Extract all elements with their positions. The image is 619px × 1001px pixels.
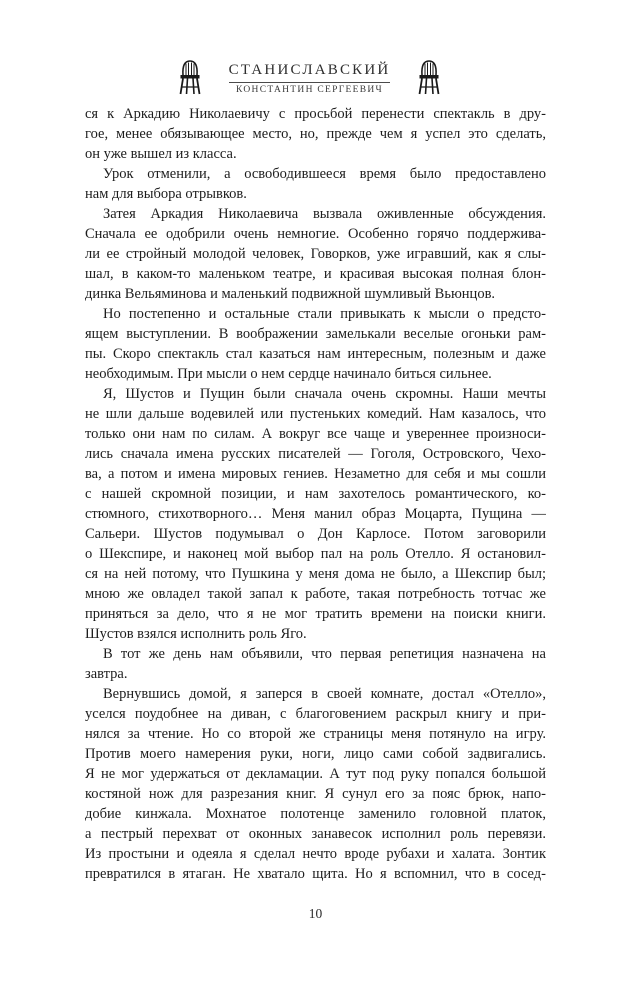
text-line: Я, Шустов и Пущин были сначала очень скромны. Наши мечты	[103, 386, 546, 402]
text-line: ли ее стройный молодой человек, Говорков, уже игравший, как я слы-	[85, 246, 546, 262]
text-line: костяной нож для разрезания книг. Я сунул его за пояс брюк, напо-	[85, 786, 546, 802]
text-line: превратился в ятаган. Не хватало щита. Но я вспомнил, что в сосед-	[85, 866, 546, 882]
text-block	[85, 104, 546, 884]
text-line: гое, менее обязывающее место, но, прежде чем я успел это сделать,	[85, 126, 546, 142]
text-line: Из простыни и одеяла я сделал нечто вроде рубахи и халата. Зонтик	[85, 846, 546, 862]
paragraph	[85, 644, 546, 684]
text-line: лись сначала имена русских писателей — Гоголя, Островского, Чехо-	[85, 446, 546, 462]
text-line: о Шекспире, и наконец мой выбор пал на роль Отелло. Я остановил-	[85, 546, 546, 562]
text-line: Шустов взялся исполнить роль Яго.	[85, 626, 307, 642]
header-rule	[229, 82, 391, 83]
text-line: мною же овладел такой запал к работе, такая потребность тотчас же	[85, 586, 546, 602]
text-line: только они нам по силам. А вокруг все чаще и увереннее произноси-	[85, 426, 546, 442]
text-line: Затея Аркадия Николаевича вызвала оживленные обсуждения.	[103, 206, 546, 222]
text-line: Урок отменили, а освободившееся время было предоставлено	[103, 166, 546, 182]
text-line: шал, в каком-то маленьком театре, и красивая высокая полная блон-	[85, 266, 546, 282]
text-line: нам для выбора отрывков.	[85, 186, 247, 202]
text-line: пы. Скоро спектакль стал казаться нам интересным, полезным и даже	[85, 346, 546, 362]
text-line: он уже вышел из класса.	[85, 146, 237, 162]
text-line: Сначала ее одобрили очень немногие. Особенно горячо поддержива-	[85, 226, 546, 242]
text-line: приняться за дело, что я не мог тратить времени на поиски книги.	[85, 606, 546, 622]
paragraph	[85, 164, 546, 204]
text-line: динка Вельяминова и маленький подвижной шумливый Вьюнцов.	[85, 286, 496, 302]
text-line: уселся поудобнее на диван, с благоговением раскрыл книгу и при-	[85, 706, 546, 722]
author-name-patronymic: КОНСТАНТИН СЕРГЕЕВИЧ	[236, 84, 383, 95]
chair-icon	[177, 58, 203, 98]
paragraph	[85, 204, 546, 304]
text-line: а пестрый перехват от оконных занавесок исполнил роль перевязи.	[85, 826, 546, 842]
text-line: завтра.	[85, 666, 128, 682]
paragraph	[85, 684, 546, 884]
page-number: 10	[308, 906, 323, 921]
text-line: нялся за чтение. Но со второй же страницы меня потянуло на игру.	[85, 726, 546, 742]
text-line: ва, а потом и имена мировых гениев. Незаметно для себя и мы сошли	[85, 466, 546, 482]
text-line: В тот же день нам объявили, что первая репетиция назначена на	[103, 646, 546, 662]
book-title-block	[229, 62, 391, 95]
text-line: необходимым. При мысли о нем сердце начинало биться сильнее.	[85, 366, 492, 382]
text-line: стюмного, стихотворного… Меня манил образ Моцарта, Пущина —	[85, 506, 546, 522]
paragraph	[85, 104, 546, 164]
text-line: ся на ней потому, что Пушкина у меня дома не было, а Шекспир был;	[85, 566, 546, 582]
text-line: Против моего намерения руки, ноги, лицо сами собой задвигались.	[85, 746, 546, 762]
paragraph	[85, 384, 546, 644]
text-line: Я не мог удержаться от декламации. А тут под руку попался большой	[85, 766, 546, 782]
chair-icon	[416, 58, 442, 98]
text-line: Сальери. Шустов подумывал о Дон Карлосе. Потом заговорили	[85, 526, 546, 542]
paragraph	[85, 304, 546, 384]
page-header	[0, 58, 619, 98]
text-line: добие кинжала. Мохнатое полотенце заменило головной платок,	[85, 806, 546, 822]
text-line: Вернувшись домой, я заперся в своей комнате, достал «Отелло»,	[103, 686, 546, 702]
text-line: Но постепенно и остальные стали привыкать к мысли о предсто-	[103, 306, 546, 322]
text-line: ся к Аркадию Николаевичу с просьбой перенести спектакль в дру-	[85, 106, 546, 122]
text-line: с нашей скромной позиции, и нам захотелось романтического, ко-	[85, 486, 546, 502]
author-surname: СТАНИСЛАВСКИЙ	[228, 61, 391, 78]
text-line: ящем выступлении. В воображении замелькали веселые огоньки рам-	[85, 326, 546, 342]
text-line: не шли дальше водевилей или пустеньких комедий. Нам казалось, что	[85, 406, 546, 422]
